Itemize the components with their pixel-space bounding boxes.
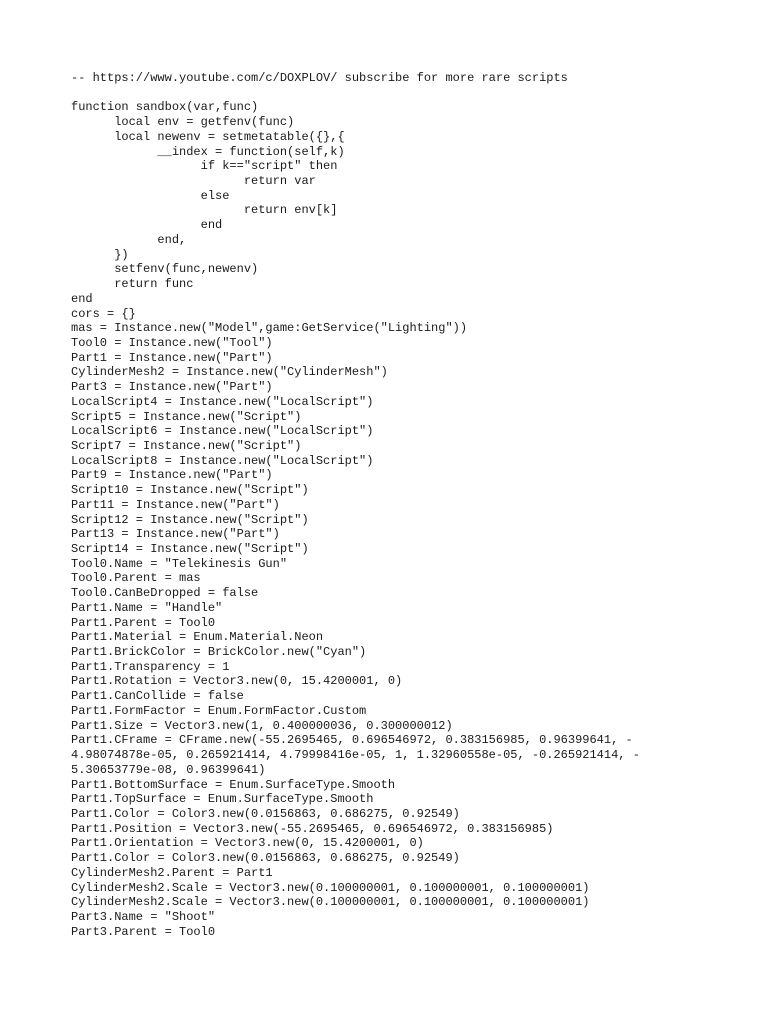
code-line: Tool0.CanBeDropped = false	[71, 586, 259, 601]
code-line: LocalScript4 = Instance.new("LocalScript")	[71, 394, 374, 409]
code-line: setfenv(func,newenv)	[71, 262, 259, 277]
code-line: Tool0.Name = "Telekinesis Gun"	[71, 556, 288, 571]
code-line: Part1.FormFactor = Enum.FormFactor.Custom	[71, 703, 367, 718]
code-line: Script14 = Instance.new("Script")	[71, 542, 309, 556]
code-line: local newenv = setmetatable({},{	[71, 129, 345, 144]
code-line: 4.98074878e-05, 0.265921414, 4.79998416e-05, 1, 1.32960558e-05, -0.265921414, -	[71, 748, 640, 763]
code-line: Script5 = Instance.new("Script")	[71, 409, 302, 424]
code-line: return var	[71, 174, 316, 189]
code-line: Part1.CanCollide = false	[71, 689, 244, 704]
code-line: Part11 = Instance.new("Part")	[71, 497, 280, 512]
code-line: Part1.Parent = Tool0	[71, 615, 216, 630]
code-line: Part1 = Instance.new("Part")	[71, 350, 273, 365]
code-line: LocalScript6 = Instance.new("LocalScript")	[71, 424, 374, 439]
code-line: -- https://www.youtube.com/c/DOXPLOV/ subscribe for more rare scripts	[71, 71, 568, 85]
code-line: return func	[71, 277, 194, 292]
code-line: return env[k]	[71, 203, 338, 218]
code-line: Part1.Size = Vector3.new(1, 0.400000036, 0.300000012)	[71, 718, 453, 733]
code-line: Part1.Orientation = Vector3.new(0, 15.4200001, 0)	[71, 836, 424, 851]
code-line: Part1.Color = Color3.new(0.0156863, 0.686275, 0.92549)	[71, 851, 460, 866]
code-line: CylinderMesh2 = Instance.new("CylinderMesh")	[71, 365, 388, 380]
code-block	[71, 71, 751, 939]
code-line: Part1.Position = Vector3.new(-55.2695465, 0.696546972, 0.383156985)	[71, 821, 554, 836]
code-line: end	[71, 218, 223, 233]
code-line: function sandbox(var,func)	[71, 100, 259, 115]
code-line: Part1.Rotation = Vector3.new(0, 15.4200001, 0)	[71, 674, 403, 689]
code-line: Part1.Name = "Handle"	[71, 600, 223, 615]
code-line: CylinderMesh2.Scale = Vector3.new(0.100000001, 0.100000001, 0.100000001)	[71, 880, 590, 895]
code-line: })	[71, 247, 129, 262]
blank-line	[71, 86, 751, 101]
code-line: Script10 = Instance.new("Script")	[71, 483, 309, 498]
code-line: else	[71, 188, 230, 203]
code-line: Part9 = Instance.new("Part")	[71, 468, 273, 483]
code-line: CylinderMesh2.Scale = Vector3.new(0.100000001, 0.100000001, 0.100000001)	[71, 895, 590, 910]
code-line: cors = {}	[71, 306, 136, 321]
code-line: LocalScript8 = Instance.new("LocalScript")	[71, 453, 374, 468]
code-line: end,	[71, 232, 187, 247]
code-line: Script7 = Instance.new("Script")	[71, 438, 302, 453]
code-line: Part1.Transparency = 1	[71, 659, 230, 674]
code-line: Part3.Parent = Tool0	[71, 924, 216, 939]
code-line: if k=="script" then	[71, 159, 338, 174]
code-line: Tool0.Parent = mas	[71, 571, 201, 586]
code-line: __index = function(self,k)	[71, 144, 345, 159]
code-line: mas = Instance.new("Model",game:GetService("Lighting"))	[71, 321, 468, 336]
code-line: Part1.BrickColor = BrickColor.new("Cyan")	[71, 645, 367, 660]
code-line: Part3 = Instance.new("Part")	[71, 380, 273, 395]
code-line: end	[71, 291, 93, 306]
code-line: Part1.CFrame = CFrame.new(-55.2695465, 0.696546972, 0.383156985, 0.96399641, -	[71, 733, 633, 748]
code-line: CylinderMesh2.Parent = Part1	[71, 865, 273, 880]
code-line: Part1.BottomSurface = Enum.SurfaceType.Smooth	[71, 777, 396, 792]
code-line: Script12 = Instance.new("Script")	[71, 512, 309, 527]
code-line: Part1.TopSurface = Enum.SurfaceType.Smooth	[71, 792, 374, 807]
code-line: Part1.Color = Color3.new(0.0156863, 0.686275, 0.92549)	[71, 806, 460, 821]
code-line: local env = getfenv(func)	[71, 115, 295, 130]
code-line: Part3.Name = "Shoot"	[71, 909, 216, 924]
code-line: Part1.Material = Enum.Material.Neon	[71, 630, 324, 645]
code-line: 5.30653779e-08, 0.96399641)	[71, 762, 266, 777]
code-line: Tool0 = Instance.new("Tool")	[71, 335, 273, 350]
code-line: Part13 = Instance.new("Part")	[71, 527, 280, 542]
